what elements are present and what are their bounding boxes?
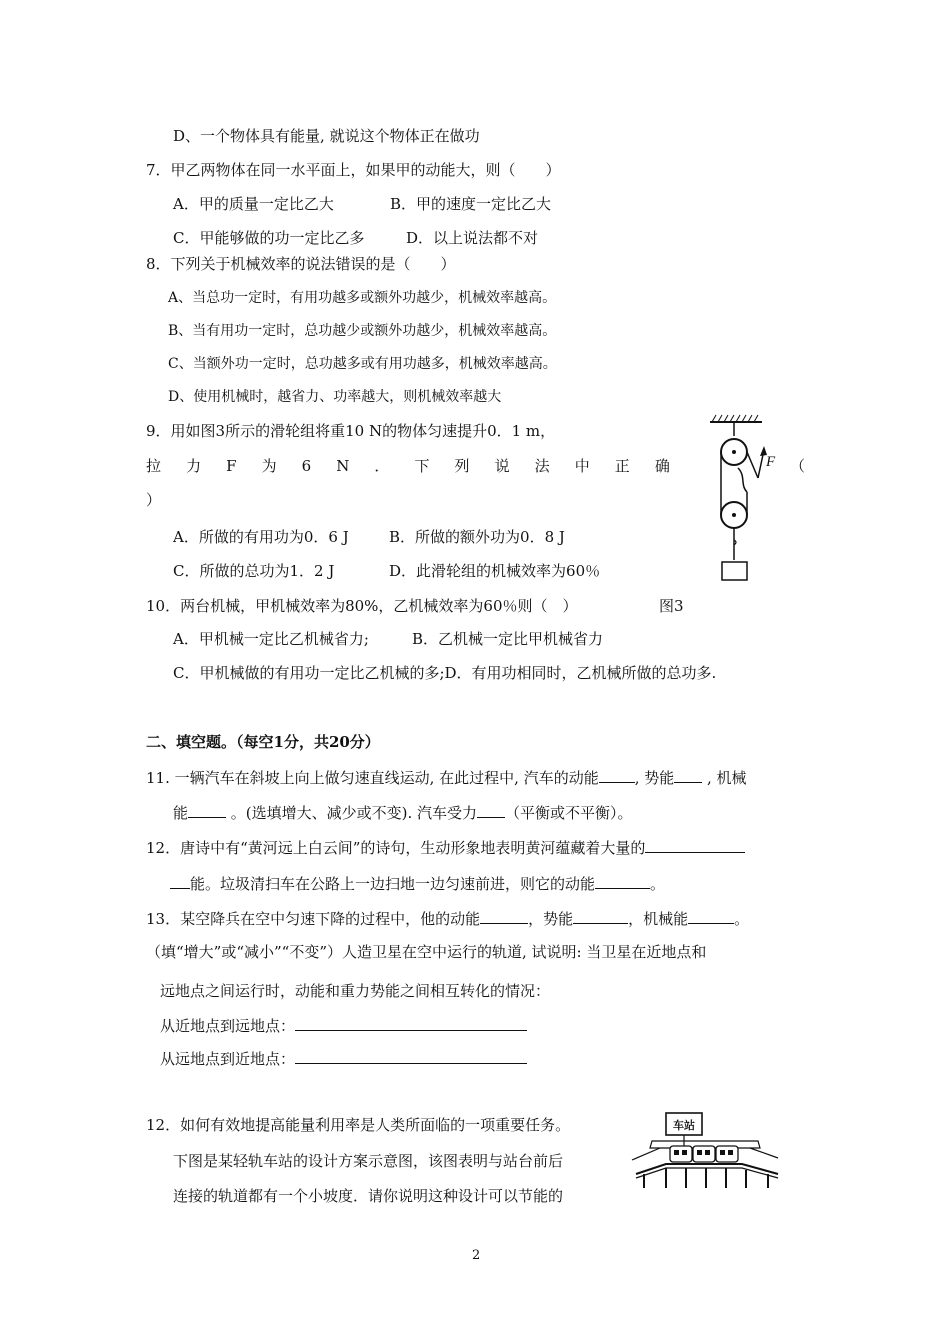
- q10-option-cd: C．甲机械做的有用功一定比乙机械的多;D．有用功相同时，乙机械所做的总功多.: [173, 664, 717, 682]
- q12-blank-energy-a[interactable]: [645, 836, 745, 853]
- station-figure: [630, 1108, 790, 1190]
- q11-blank-balance[interactable]: [477, 801, 505, 818]
- q13-line2: （填“增大”或“减小”“不变”）人造卫星在空中运行的轨道, 试说明: 当卫星在近地点和: [146, 943, 707, 961]
- q12-blank-energy-b[interactable]: [170, 872, 190, 889]
- q13-answer-far-to-near[interactable]: [295, 1047, 527, 1064]
- q9-char: 拉: [146, 457, 162, 475]
- q13-line4: [160, 1014, 527, 1036]
- q13-answer-near-to-far[interactable]: [295, 1014, 527, 1031]
- q12b-line1: 12．如何有效地提高能量利用率是人类所面临的一项重要任务。: [146, 1116, 571, 1134]
- q13-text: 13．某空降兵在空中匀速下降的过程中，他的动能: [146, 910, 481, 928]
- q9-char: 6: [301, 457, 312, 475]
- q9-char: 中: [574, 457, 590, 475]
- q9-char: ．: [374, 457, 390, 475]
- q12-text: 能。垃圾清扫车在公路上一边扫地一边匀速前进，则它的动能: [190, 875, 596, 893]
- q13-blank-kinetic[interactable]: [480, 907, 528, 924]
- q11-text: 能: [173, 804, 189, 822]
- q12b-line2: 下图是某轻轨车站的设计方案示意图，该图表明与站台前后: [173, 1152, 564, 1170]
- q11-line2: [173, 801, 633, 823]
- q8-option-d: D、使用机械时，越省力、功率越大，则机械效率越大: [168, 389, 502, 405]
- q7-option-d: D．以上说法都不对: [406, 229, 539, 247]
- q8-option-c: C、当额外功一定时，总功越多或有用功越多，机械效率越高。: [168, 356, 557, 372]
- q11-text: 11. 一辆汽车在斜坡上向上做匀速直线运动, 在此过程中, 汽车的动能: [146, 769, 599, 787]
- q8-option-b: B、当有用功一定时，总功越少或额外功越少，机械效率越高。: [168, 323, 557, 339]
- q7-option-a: A．甲的质量一定比乙大: [173, 195, 334, 213]
- q9-char: F: [226, 457, 237, 475]
- q9-char: 确: [654, 457, 670, 475]
- q12-text: 。: [650, 875, 666, 893]
- q12-line2: [170, 872, 665, 894]
- q13-text: 从近地点到远地点：: [160, 1017, 296, 1035]
- figure3-caption: 图3: [659, 597, 684, 615]
- q9-stem-paren-close: ）: [146, 491, 162, 509]
- q10-stem: 10．两台机械，甲机械效率为80%，乙机械效率为60％则（ ）: [146, 597, 578, 615]
- pulley-figure: [700, 410, 800, 585]
- q11-blank-potential[interactable]: [674, 766, 702, 783]
- q13-text: ，机械能: [628, 910, 689, 928]
- q9-option-d: D．此滑轮组的机械效率为60％: [389, 562, 601, 580]
- q9-char: 正: [614, 457, 630, 475]
- q11-line1: [146, 766, 747, 788]
- q9-char: 法: [534, 457, 550, 475]
- q12-line1: [146, 836, 745, 858]
- q12-text: 12．唐诗中有“黄河远上白云间”的诗句，生动形象地表明黄河蕴藏着大量的: [146, 839, 646, 857]
- q9-char: N: [336, 457, 350, 475]
- q9-char: 为: [261, 457, 277, 475]
- q9-char: 列: [454, 457, 470, 475]
- q13-line1: [146, 907, 749, 929]
- q11-blank-kinetic[interactable]: [599, 766, 635, 783]
- q11-text: 。(选填增大、减少或不变). 汽车受力: [226, 804, 478, 822]
- q8-stem: 8．下列关于机械效率的说法错误的是（ ）: [146, 255, 456, 273]
- q9-char: 下: [414, 457, 430, 475]
- force-label: F: [766, 454, 776, 470]
- q9-option-b: B．所做的额外功为0．8 J: [389, 528, 565, 546]
- q11-text: （平衡或不平衡）。: [505, 804, 633, 822]
- q11-text: , 势能: [634, 769, 675, 787]
- q10-option-b: B．乙机械一定比甲机械省力: [412, 630, 604, 648]
- q7-option-b: B．甲的速度一定比乙大: [390, 195, 552, 213]
- q13-line3: 远地点之间运行时，动能和重力势能之间相互转化的情况：: [160, 982, 551, 1000]
- q9-char: 力: [186, 457, 202, 475]
- q9-stem-line1: 9．用如图3所示的滑轮组将重10 N的物体匀速提升0．1 m，: [146, 422, 556, 440]
- q9-stem-line2: [146, 456, 670, 476]
- q9-option-c: C．所做的总功为1．2 J: [173, 562, 335, 580]
- q8-option-a: A、当总功一定时，有用功越多或额外功越少，机械效率越高。: [168, 290, 557, 306]
- section2-title: 二、填空题。（每空1分，共20分）: [146, 733, 380, 751]
- q6-option-d: D、一个物体具有能量, 就说这个物体正在做功: [173, 127, 480, 145]
- q9-stem-paren-open: （: [790, 457, 806, 475]
- q13-text: 从远地点到近地点：: [160, 1050, 296, 1068]
- q13-text: ，势能: [528, 910, 574, 928]
- q12-blank-kinetic[interactable]: [595, 872, 650, 889]
- q13-blank-potential[interactable]: [573, 907, 628, 924]
- q11-text: , 机械: [702, 769, 747, 787]
- q7-stem: 7．甲乙两物体在同一水平面上，如果甲的动能大，则（ ）: [146, 161, 561, 179]
- q11-blank-mechanical[interactable]: [188, 801, 226, 818]
- page-number: 2: [472, 1248, 481, 1263]
- station-sign: 车站: [673, 1119, 695, 1132]
- q13-text: 。: [734, 910, 750, 928]
- q13-blank-mechanical[interactable]: [688, 907, 734, 924]
- q9-option-a: A．所做的有用功为0．6 J: [173, 528, 349, 546]
- q12b-line3: 连接的轨道都有一个小坡度．请你说明这种设计可以节能的: [173, 1187, 564, 1205]
- q7-option-c: C．甲能够做的功一定比乙多: [173, 229, 365, 247]
- q13-line5: [160, 1047, 527, 1069]
- q9-char: 说: [494, 457, 510, 475]
- q10-option-a: A．甲机械一定比乙机械省力;: [173, 630, 369, 648]
